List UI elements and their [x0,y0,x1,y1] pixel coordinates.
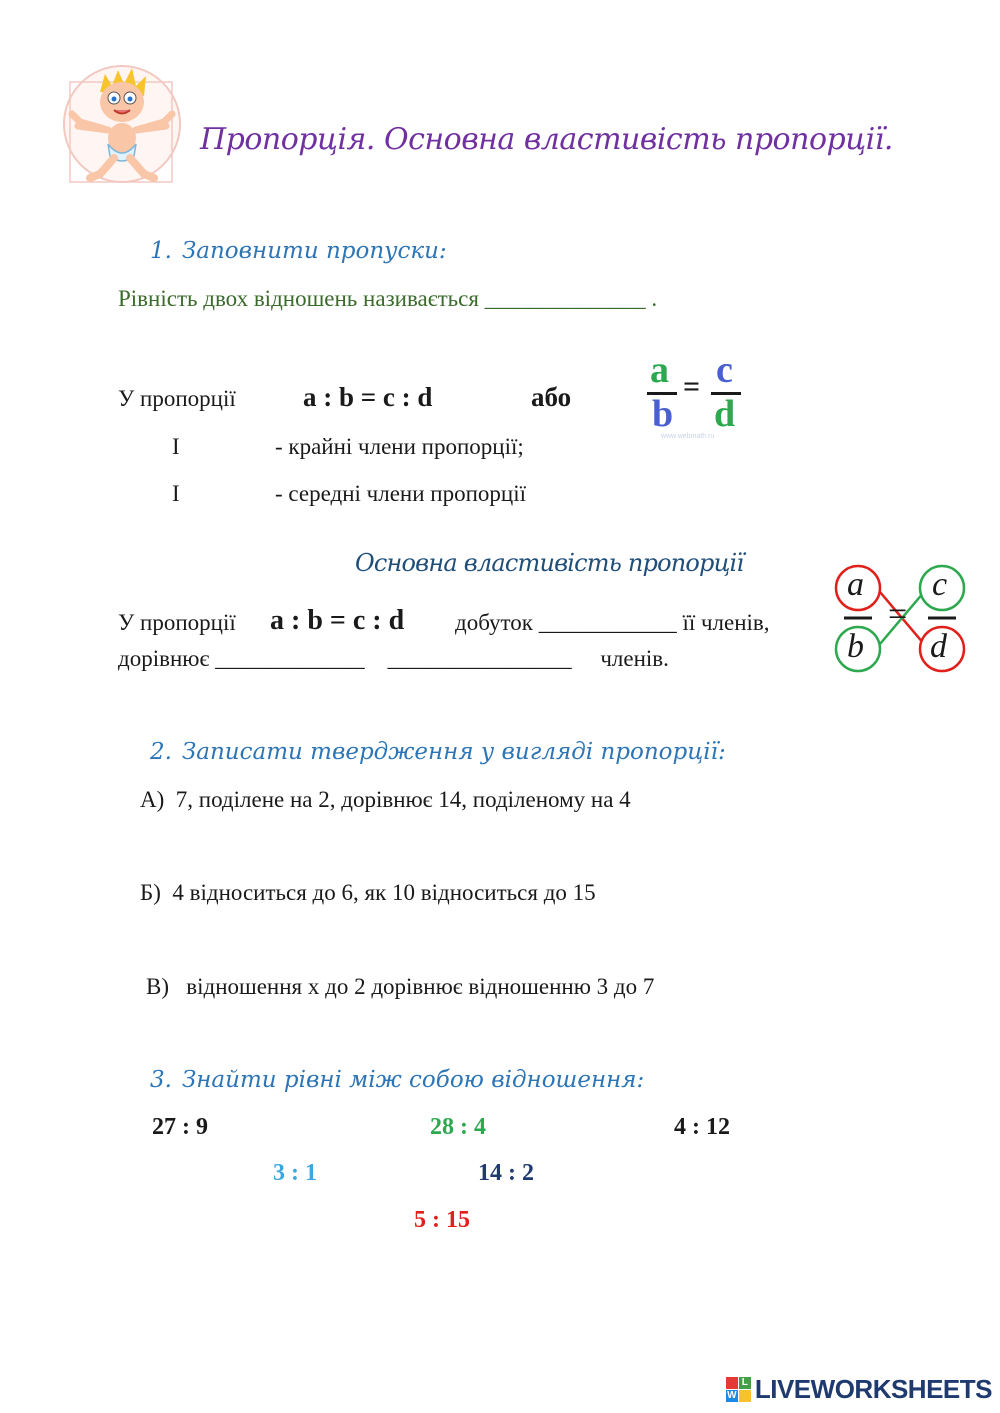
property-heading: Основна властивість пропорції [355,549,744,577]
fraction-d: d [714,393,736,435]
ratio-3-1: 3 : 1 [273,1160,317,1186]
section-2-number: 2. [150,739,172,765]
baby-illustration [60,62,185,187]
statement-b-text: 4 відноситься до 6, як 10 відноситься до 15 [172,880,596,905]
badge-letter-l: L [739,1377,751,1389]
ratio-4-12: 4 : 12 [674,1114,730,1140]
statement-c-text: відношення x до 2 дорівнює відношенню 3 до 7 [186,974,655,999]
cross-a: a [847,566,864,603]
section-1-title: Заповнити пропуски: [181,238,447,264]
ratio-28-4: 28 : 4 [430,1114,486,1140]
statement-b-label: Б) [140,880,161,905]
middle-roman: I [172,481,180,506]
or-word: або [531,382,572,412]
fraction-proportion [645,349,745,442]
statement-c-label: В) [146,974,169,999]
page-title: Пропорція. Основна властивість пропорції. [200,122,893,157]
liveworksheets-logo [726,1374,992,1405]
ratio-5-15: 5 : 15 [414,1207,470,1233]
property-intro: У пропорції [118,610,236,635]
cross-d: d [930,628,947,665]
section-2-title: Записати твердження у вигляді пропорції: [181,739,726,765]
property-line-2: дорівнює _____________ ________________ членів. [118,646,669,671]
statement-a [140,787,631,813]
statement-b [140,880,596,906]
fraction-b: b [652,393,674,435]
property-rest: добуток ____________ її членів, [455,610,770,635]
statement-c [146,974,654,1000]
section-3-title: Знайти рівні між собою відношення: [181,1067,645,1093]
cross-c: c [932,566,948,603]
liveworksheets-brand: LIVEWORKSHEETS [754,1374,992,1404]
proportion-expression: a : b = c : d [303,382,433,412]
ratio-27-9: 27 : 9 [152,1114,208,1140]
section-3-number: 3. [150,1067,172,1093]
proportion-intro: У пропорції [118,386,236,411]
fraction-c: c [716,349,733,391]
cross-diagram [832,562,972,674]
liveworksheets-badge-icon [726,1377,751,1402]
fraction-watermark: www.webmath.ru [661,433,715,440]
cross-eq: = [888,596,908,633]
ratio-14-2: 14 : 2 [478,1160,534,1186]
fraction-eq: = [683,370,701,403]
section-2-heading [150,739,726,765]
section-1-heading [150,238,447,264]
middle-terms-text: - середні члени пропорції [275,481,526,506]
section-3-heading [150,1067,644,1093]
property-expression: a : b = c : d [270,605,405,636]
badge-letter-w: W [727,1390,737,1401]
extreme-roman: I [172,434,180,459]
statement-a-label: А) [140,787,165,812]
extreme-terms-text: - крайні члени пропорції; [275,434,524,459]
statement-a-text: 7, поділене на 2, дорівнює 14, поділеному на 4 [175,787,631,812]
cross-b: b [847,628,864,665]
fraction-a: a [650,349,669,391]
section-1-number: 1. [150,238,172,264]
definition-line: Рівність двох відношень називається ______________ . [118,286,658,311]
